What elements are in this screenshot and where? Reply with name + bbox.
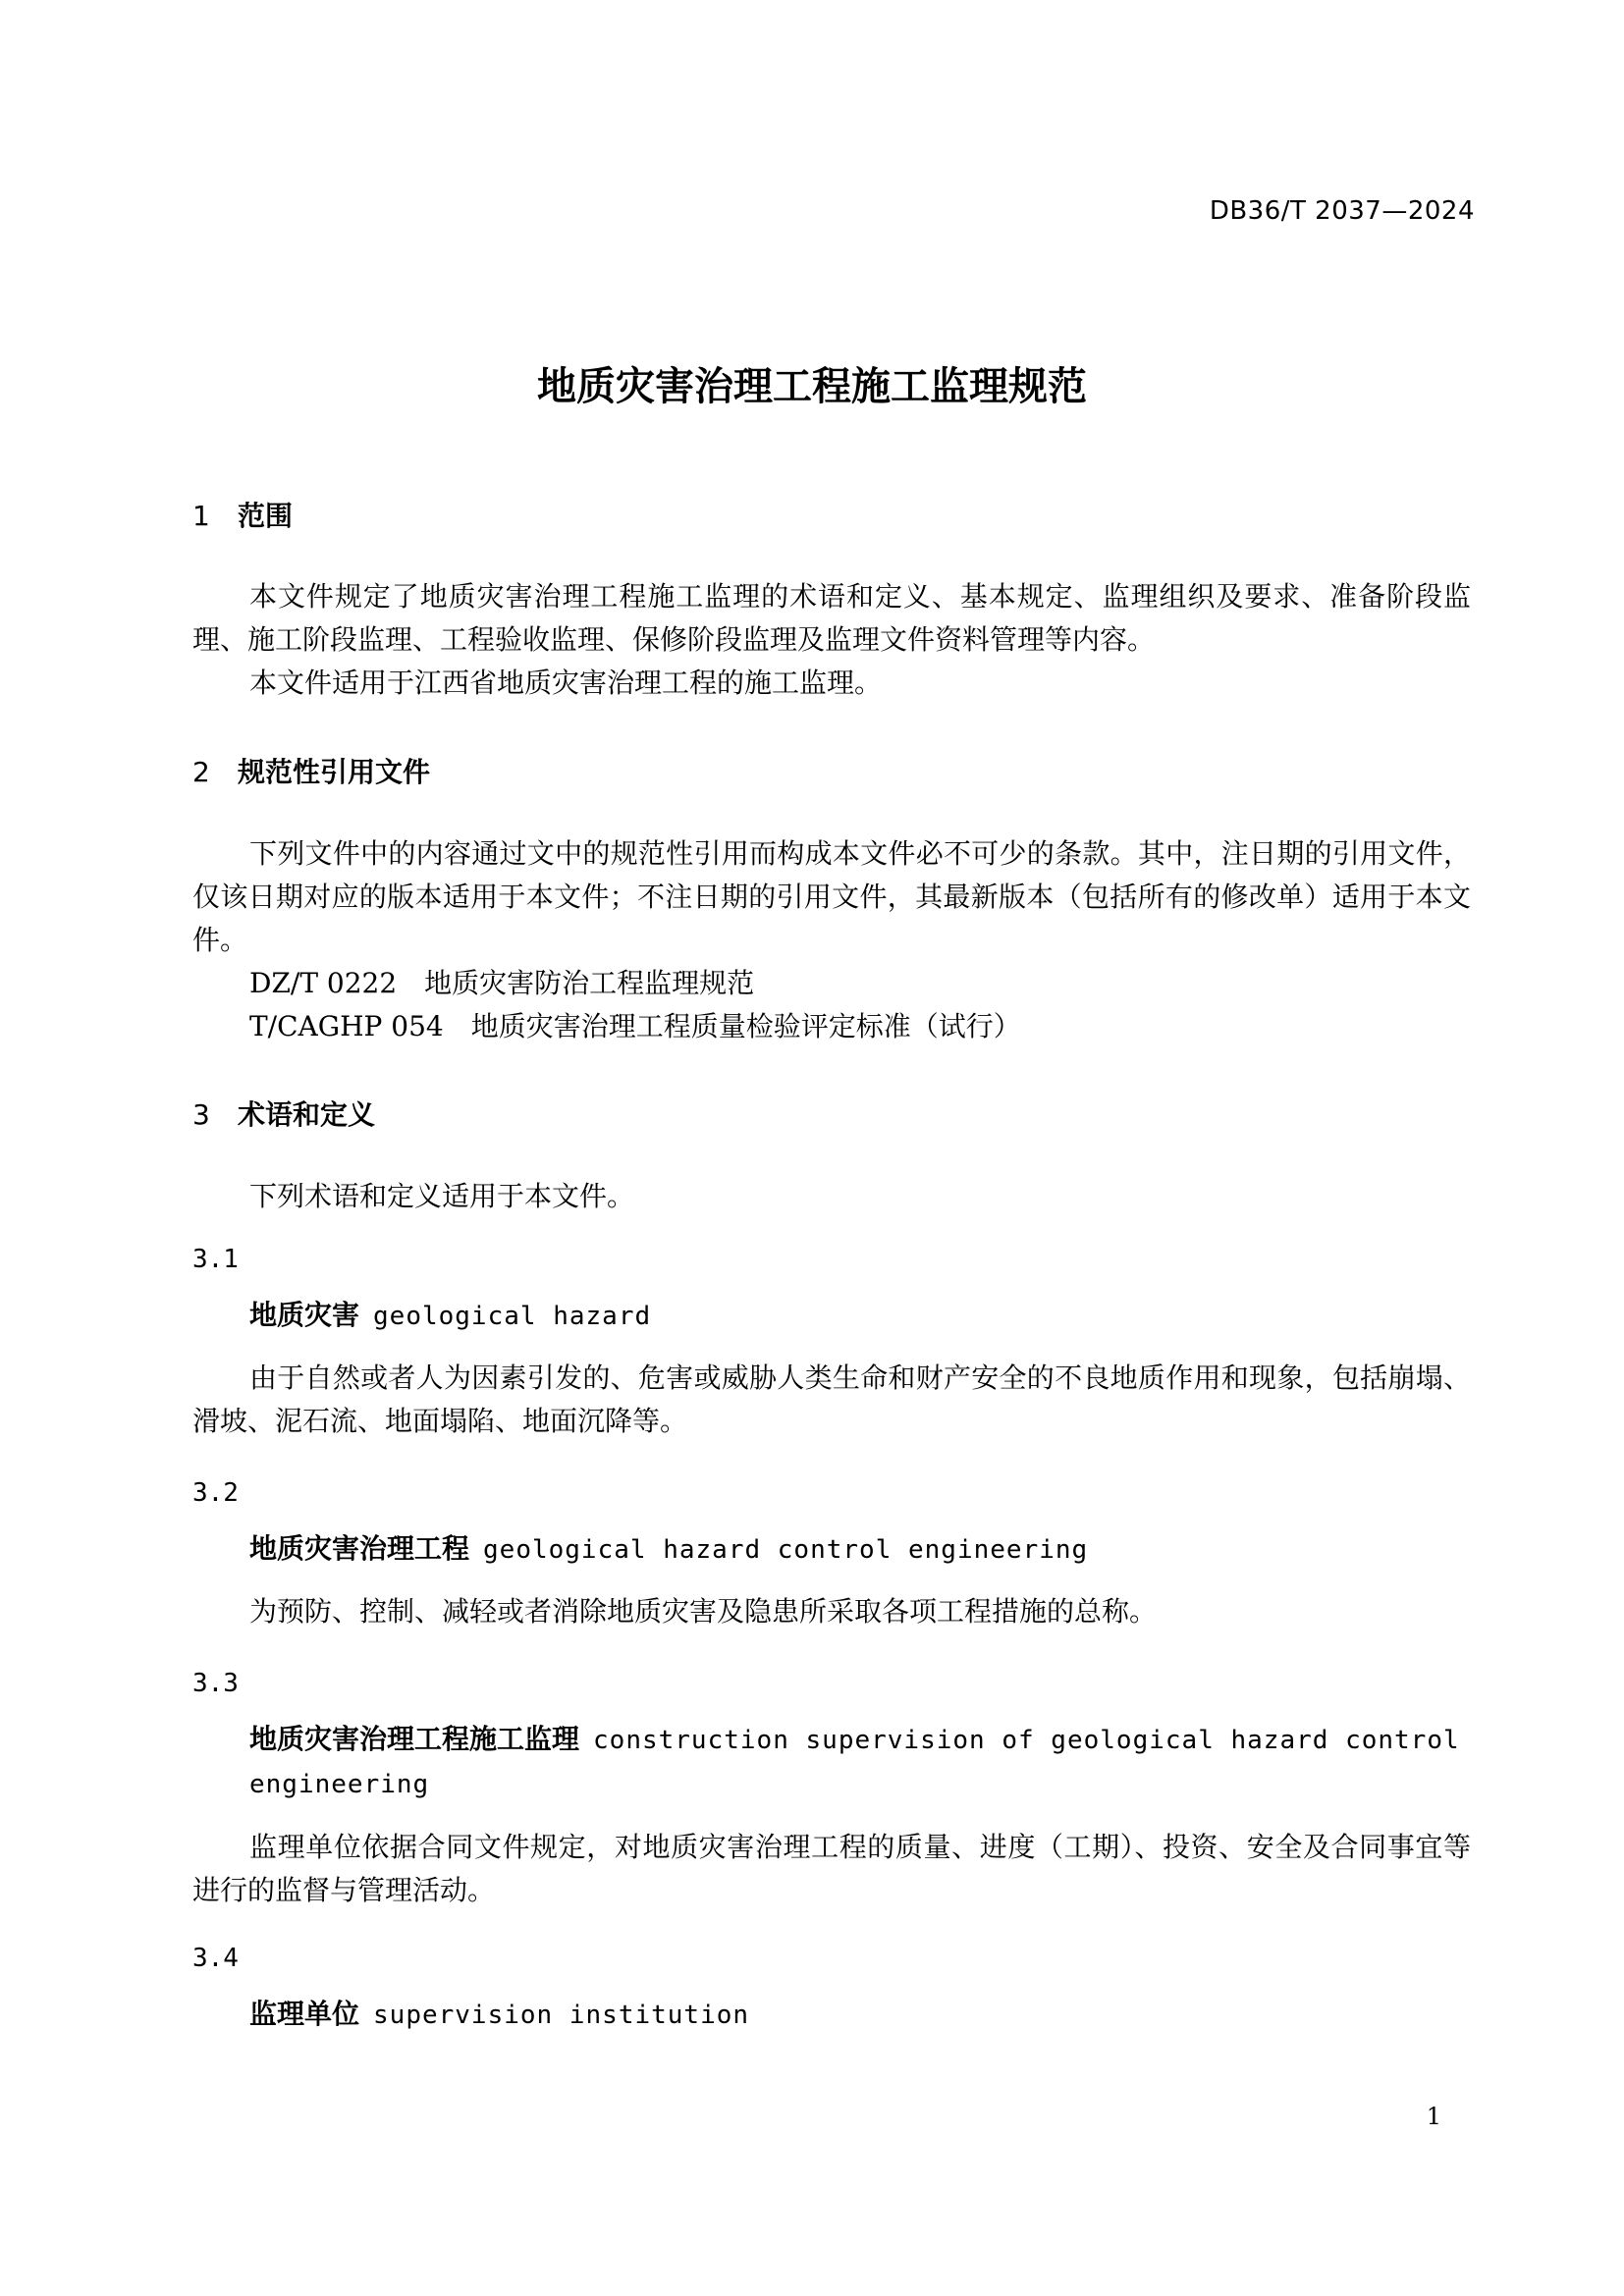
term-english: supervision institution: [373, 2001, 750, 2030]
term-definition: 监理单位依据合同文件规定，对地质灾害治理工程的质量、进度（工期）、投资、安全及合同事宜等进行的监督与管理活动。: [192, 1831, 1471, 1906]
term-english: geological hazard control engineering: [483, 1535, 1089, 1565]
term-chinese: 监理单位: [249, 1998, 360, 2030]
term-english: geological hazard: [373, 1302, 652, 1331]
term-entry: [249, 1718, 1471, 1806]
term-entry: [249, 1527, 1471, 1572]
term-entry: [249, 1294, 1471, 1338]
reference-code: DZ/T 0222: [249, 967, 398, 999]
section-title: 术语和定义: [238, 1098, 376, 1131]
term-chinese: 地质灾害治理工程: [249, 1532, 470, 1565]
reference-item: [249, 962, 754, 1005]
section-title: 范围: [238, 500, 294, 532]
clause-number: 3.4: [192, 1944, 239, 1973]
section-number: 2: [192, 756, 210, 788]
section-title: 规范性引用文件: [238, 756, 431, 788]
term-chinese: 地质灾害: [249, 1299, 360, 1331]
term-english: construction supervision of geological hazard control engineering: [249, 1726, 1460, 1799]
term-chinese: 地质灾害治理工程施工监理: [249, 1723, 580, 1755]
document-title: 地质灾害治理工程施工监理规范: [537, 364, 1087, 409]
clause-number: 3.3: [192, 1669, 239, 1698]
terms-intro: 下列术语和定义适用于本文件。: [249, 1180, 635, 1212]
section-heading-scope: [192, 495, 293, 534]
scope-paragraph-2: 本文件适用于江西省地质灾害治理工程的施工监理。: [249, 667, 883, 699]
section-number: 3: [192, 1098, 210, 1131]
standard-code: DB36/T 2037—2024: [1209, 196, 1475, 226]
scope-paragraph-1: 本文件规定了地质灾害治理工程施工监理的术语和定义、基本规定、监理组织及要求、准备阶段监理、施工阶段监理、工程验收监理、保修阶段监理及监理文件资料管理等内容。: [192, 580, 1471, 656]
normative-references-intro: 下列文件中的内容通过文中的规范性引用而构成本文件必不可少的条款。其中，注日期的引用文件，仅该日期对应的版本适用于本文件；不注日期的引用文件，其最新版本（包括所有的修改单）适用于本文件。: [192, 837, 1471, 956]
clause-number: 3.1: [192, 1245, 239, 1274]
section-heading-terms: [192, 1094, 375, 1133]
term-entry: [249, 1993, 1471, 2037]
page-number: 1: [1426, 2103, 1441, 2130]
reference-item: [249, 1005, 1021, 1048]
term-definition: 由于自然或者人为因素引发的、危害或威胁人类生命和财产安全的不良地质作用和现象，包括崩塌、滑坡、泥石流、地面塌陷、地面沉降等。: [192, 1362, 1471, 1437]
term-definition: 为预防、控制、减轻或者消除地质灾害及隐患所采取各项工程措施的总称。: [249, 1595, 1158, 1628]
reference-title: 地质灾害治理工程质量检验评定标准（试行）: [470, 1010, 1021, 1042]
section-heading-normative-references: [192, 751, 430, 790]
section-number: 1: [192, 500, 210, 532]
clause-number: 3.2: [192, 1478, 239, 1508]
reference-code: T/CAGHP 054: [249, 1010, 444, 1042]
reference-title: 地质灾害防治工程监理规范: [424, 967, 755, 999]
